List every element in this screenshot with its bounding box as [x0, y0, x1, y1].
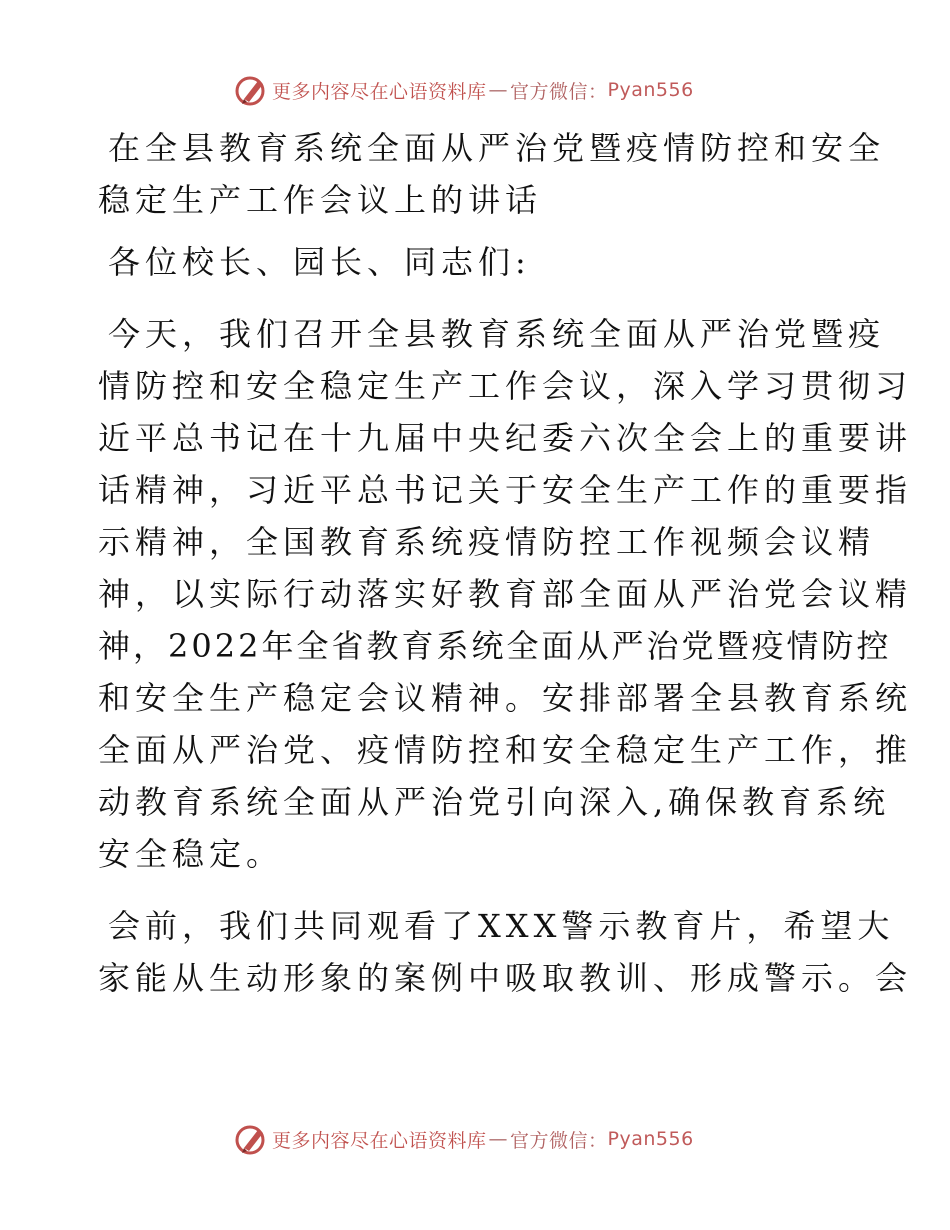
watermark-dash: —: [488, 79, 509, 101]
document-title: [98, 122, 886, 226]
paragraph-line: 神，2022年全省教育系统全面从严治党暨疫情防控: [98, 627, 892, 665]
title-line: 稳定生产工作会议上的讲话: [98, 181, 543, 219]
footer-watermark: [234, 1121, 694, 1157]
watermark-site-name: 更多内容尽在心语资料库: [272, 80, 487, 103]
paragraph-line: 今天，我们召开全县教育系统全面从严治党暨疫: [108, 315, 886, 353]
watermark-site-name: 更多内容尽在心语资料库: [272, 1129, 487, 1152]
paragraph-line: 近平总书记在十九届中央纪委六次全会上的重要讲: [98, 419, 913, 457]
watermark-wechat-id: Pyan556: [607, 79, 694, 101]
paragraph-line: 话精神，习近平总书记关于安全生产工作的重要指: [98, 471, 913, 509]
paragraph-line: 和安全生产稳定会议精神。安排部署全县教育系统: [98, 679, 913, 717]
title-line: 在全县教育系统全面从严治党暨疫情防控和安全: [108, 129, 886, 167]
pen-logo-icon: [234, 1122, 268, 1156]
watermark-wechat-id: Pyan556: [607, 1128, 694, 1150]
paragraph-1: [98, 308, 913, 880]
paragraph-line: 示精神，全国教育系统疫情防控工作视频会议精: [98, 523, 876, 561]
watermark-dash: —: [488, 1128, 509, 1150]
paragraph-2: [98, 900, 913, 1004]
pen-logo-icon: [234, 73, 268, 107]
salutation: 各位校长、园长、同志们:: [108, 243, 531, 281]
paragraph-line: 动教育系统全面从严治党引向深入,确保教育系统: [98, 783, 891, 821]
watermark-wechat-label: 官方微信：: [510, 80, 608, 103]
paragraph-line: 全面从严治党、疫情防控和安全稳定生产工作，推: [98, 731, 913, 769]
paragraph-line: 会前，我们共同观看了XXX警示教育片，希望大: [108, 907, 895, 945]
header-watermark: [234, 72, 694, 108]
paragraph-line: 家能从生动形象的案例中吸取教训、形成警示。会: [98, 959, 913, 997]
paragraph-line: 情防控和安全稳定生产工作会议，深入学习贯彻习: [98, 367, 913, 405]
watermark-wechat-label: 官方微信：: [510, 1129, 608, 1152]
document-body: [98, 122, 913, 1004]
paragraph-line: 安全稳定。: [98, 835, 284, 873]
paragraph-line: 神，以实际行动落实好教育部全面从严治党会议精: [98, 575, 913, 613]
